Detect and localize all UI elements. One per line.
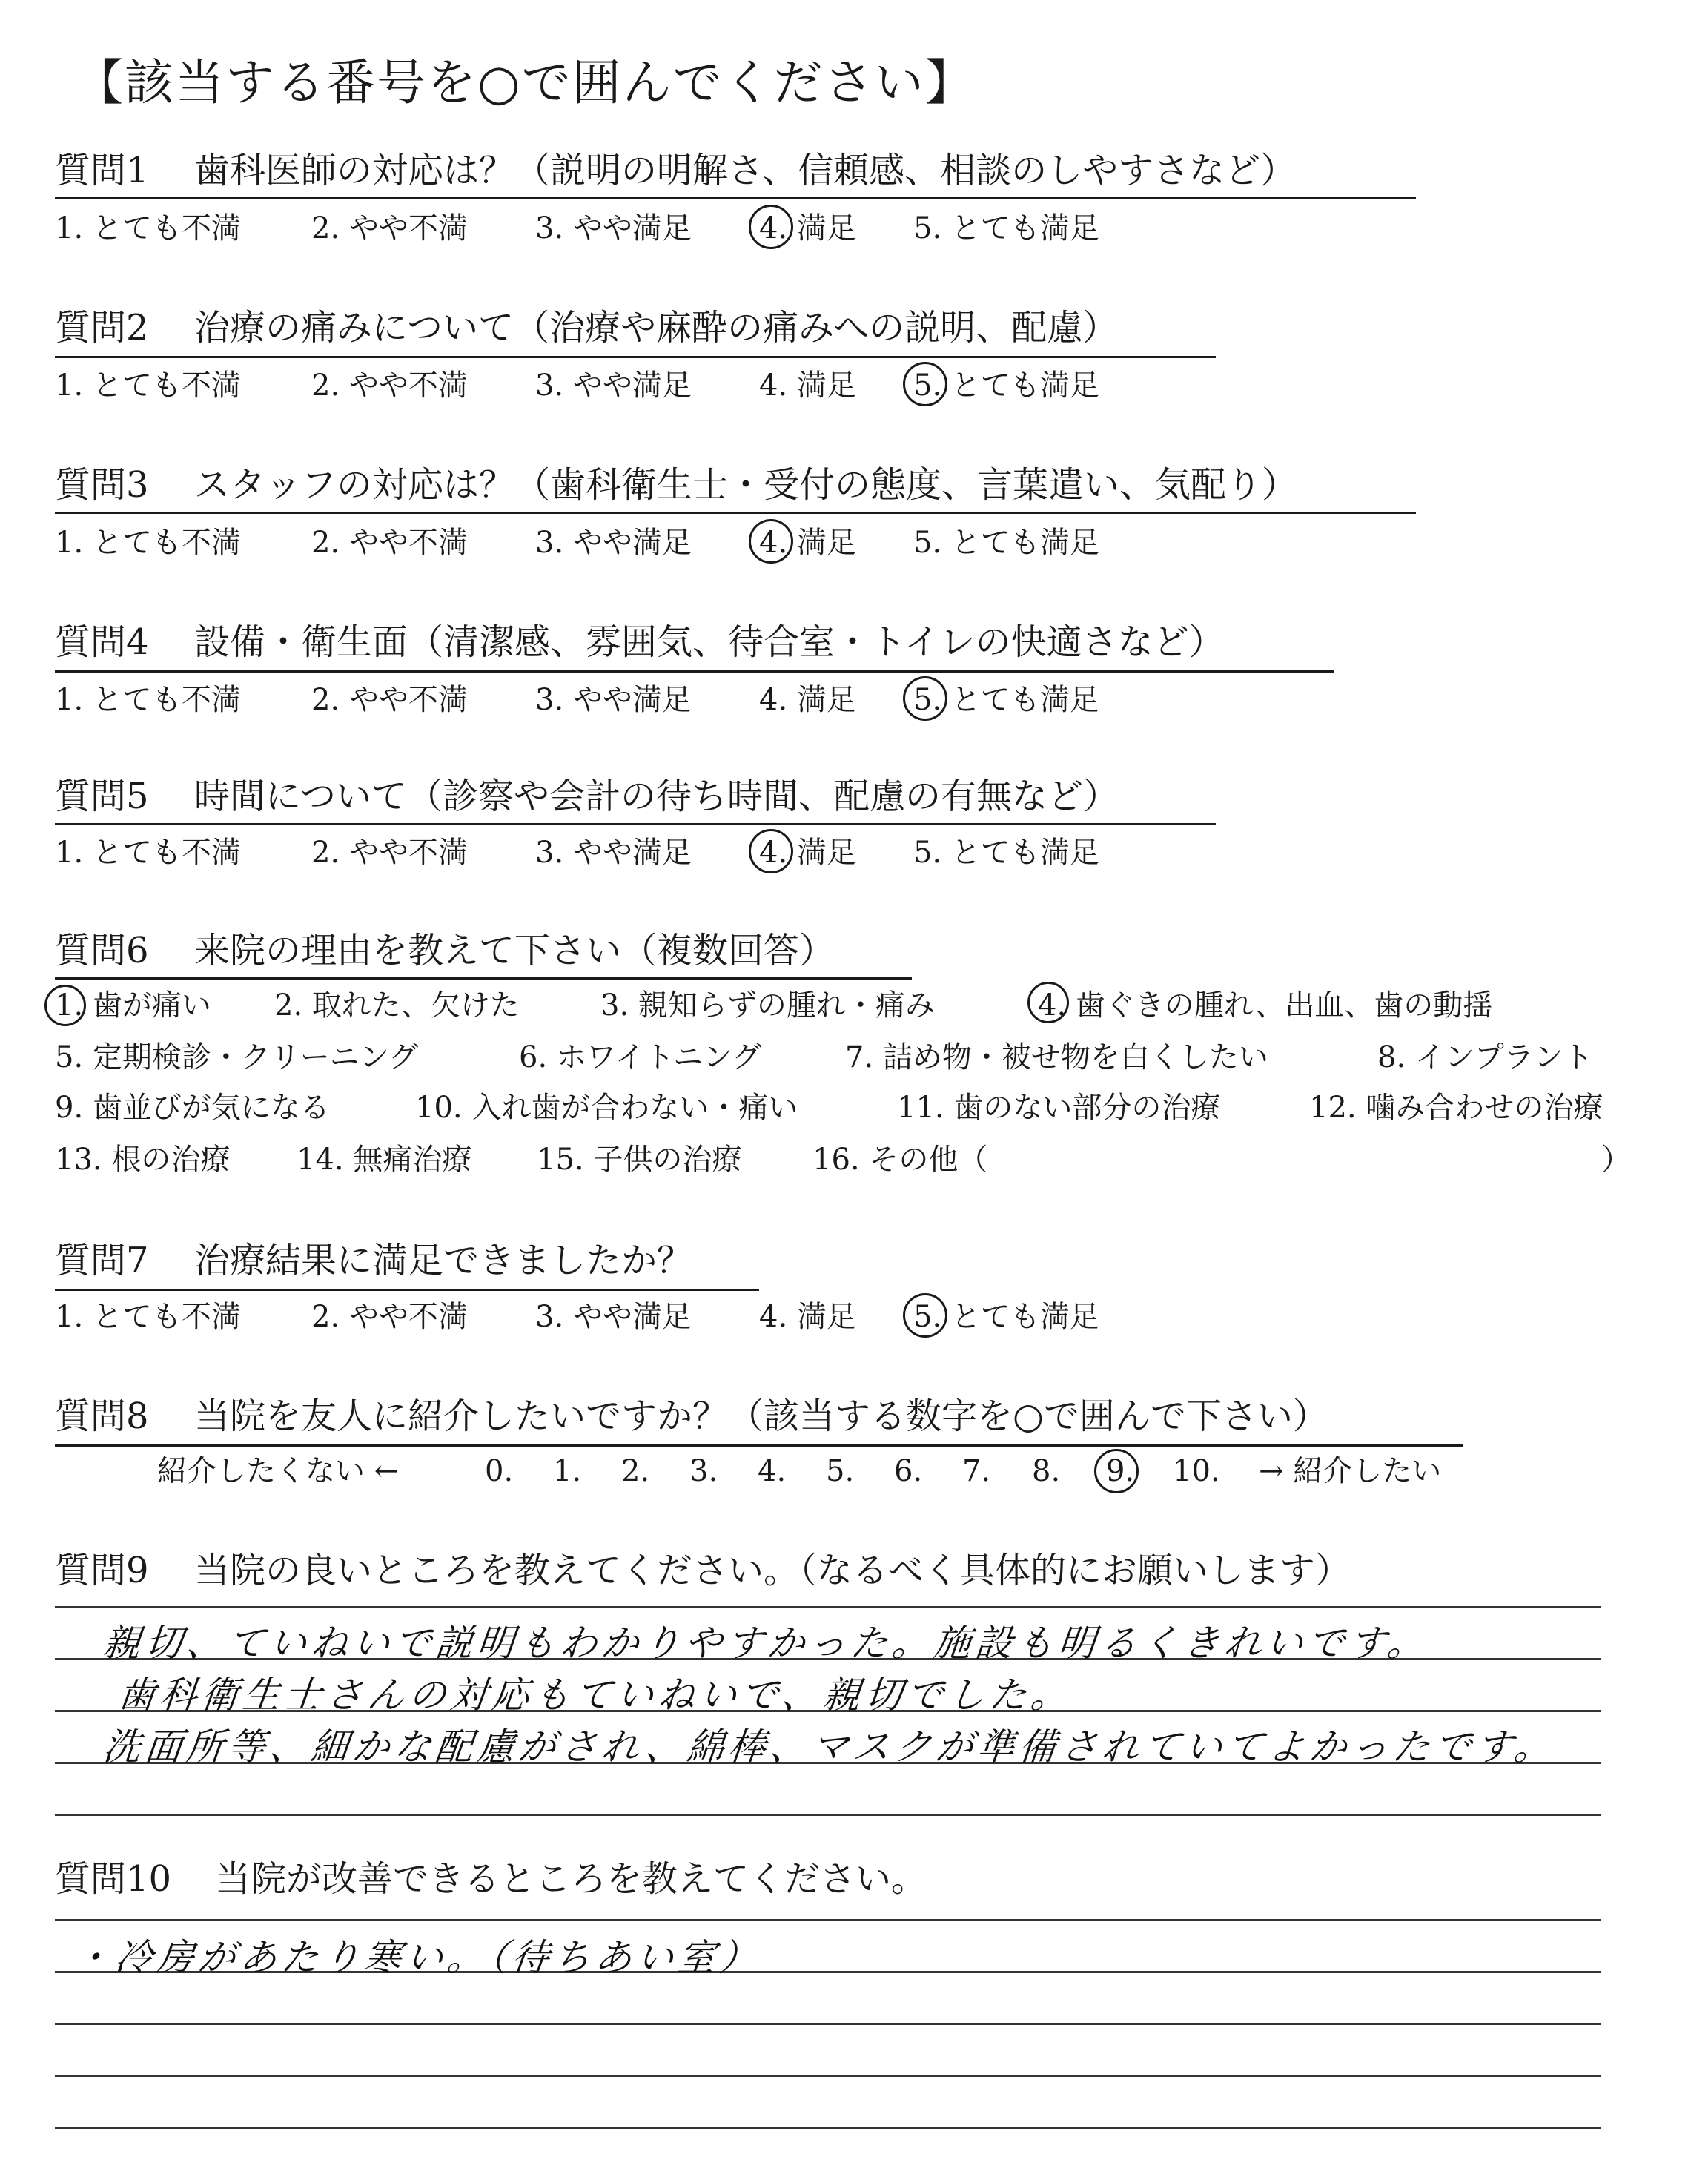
reason-option-4[interactable]: 4. 歯ぐきの腫れ、出血、歯の動揺 [1038,988,1493,1023]
option-1[interactable]: 1. とても不満 [55,369,241,403]
question-7-number: 質問7 [55,1240,149,1281]
option-3[interactable]: 3. やや満足 [535,836,692,870]
reason-option-12[interactable]: 12. 噛み合わせの治療 [1309,1091,1603,1125]
question-3-number: 質問3 [55,464,149,506]
question-1-number: 質問1 [55,150,149,191]
question-8-underline [55,1444,1463,1447]
scale-5[interactable]: 5. [826,1454,855,1488]
q9-handwritten-line-2: 歯科衛生士さんの対応もていねいで、親切でした。 [116,1674,1075,1717]
answer-circle [749,519,793,564]
question-4-underline [55,670,1334,673]
answer-circle [749,205,793,249]
scale-right-label: → 紹介したい [1259,1454,1442,1488]
question-10-text: 当院が改善できるところを教えてください。 [215,1858,927,1900]
option-3[interactable]: 3. やや満足 [535,211,692,245]
scale-3[interactable]: 3. [689,1454,718,1488]
option-1[interactable]: 1. とても不満 [55,526,241,560]
reason-option-9[interactable]: 9. 歯並びが気になる [55,1091,330,1125]
scale-2[interactable]: 2. [621,1454,650,1488]
option-3[interactable]: 3. やや満足 [535,369,692,403]
option-2[interactable]: 2. やや不満 [311,369,468,403]
option-5[interactable]: 5. とても満足 [913,369,1099,403]
option-5[interactable]: 5. とても満足 [913,526,1099,560]
scale-9[interactable]: 9. [1106,1454,1135,1488]
option-1[interactable]: 1. とても不満 [55,211,241,245]
option-4[interactable]: 4. 満足 [759,1300,856,1334]
option-2[interactable]: 2. やや不満 [311,211,468,245]
answer-rule [55,1919,1601,1921]
other-close-paren: ） [1601,1143,1631,1177]
option-4[interactable]: 4. 満足 [759,211,856,245]
question-2-number: 質問2 [55,307,149,349]
q9-handwritten-line-1: 親切、ていねいで説明もわかりやすかった。施設も明るくきれいです。 [101,1622,1431,1665]
answer-circle [903,676,947,721]
option-2[interactable]: 2. やや不満 [311,683,468,717]
question-5-number: 質問5 [55,776,149,817]
question-5-text: 時間について（診察や会計の待ち時間、配慮の有無など） [194,776,1119,817]
option-1[interactable]: 1. とても不満 [55,683,241,717]
question-10-number: 質問10 [55,1858,172,1900]
question-6-number: 質問6 [55,930,149,971]
question-3-underline [55,512,1416,514]
question-6-text: 来院の理由を教えて下さい（複数回答） [194,930,835,971]
question-8-text: 当院を友人に紹介したいですか？（該当する数字を○で囲んで下さい） [194,1396,1328,1437]
answer-circle [903,362,947,406]
scale-8[interactable]: 8. [1032,1454,1061,1488]
question-9-text: 当院の良いところを教えてください。（なるべく具体的にお願いします） [194,1550,1351,1591]
question-6-underline [55,977,912,980]
scale-6[interactable]: 6. [894,1454,923,1488]
question-9-number: 質問9 [55,1550,149,1591]
scale-7[interactable]: 7. [962,1454,991,1488]
option-4[interactable]: 4. 満足 [759,526,856,560]
question-3-text: スタッフの対応は？（歯科衛生士・受付の態度、言葉遣い、気配り） [194,464,1298,506]
q10-handwritten-line-1: ・冷房があたり寒い。（待ちあい室） [71,1936,764,1979]
answer-circle [44,985,86,1026]
option-5[interactable]: 5. とても満足 [913,836,1099,870]
scale-left-label: 紹介したくない ← [157,1454,400,1488]
option-3[interactable]: 3. やや満足 [535,683,692,717]
answer-circle [903,1293,947,1338]
question-8-number: 質問8 [55,1396,149,1437]
option-5[interactable]: 5. とても満足 [913,1300,1099,1334]
option-2[interactable]: 2. やや不満 [311,526,468,560]
option-2[interactable]: 2. やや不満 [311,1300,468,1334]
answer-rule [55,1606,1601,1608]
answer-circle [749,829,793,873]
answer-rule [55,2023,1601,2025]
question-1-underline [55,197,1416,199]
scale-1[interactable]: 1. [553,1454,582,1488]
question-2-underline [55,356,1216,358]
question-5-underline [55,823,1216,825]
option-3[interactable]: 3. やや満足 [535,526,692,560]
question-7-text: 治療結果に満足できましたか？ [194,1240,693,1281]
option-2[interactable]: 2. やや不満 [311,836,468,870]
reason-option-3[interactable]: 3. 親知らずの腫れ・痛み [600,988,935,1023]
reason-option-5[interactable]: 5. 定期検診・クリーニング [55,1040,419,1074]
reason-option-1[interactable]: 1. 歯が痛い [55,988,211,1023]
reason-option-11[interactable]: 11. 歯のない部分の治療 [897,1091,1221,1125]
reason-option-2[interactable]: 2. 取れた、欠けた [274,988,520,1023]
answer-rule [55,2127,1601,2129]
scale-4[interactable]: 4. [758,1454,787,1488]
reason-option-15[interactable]: 15. 子供の治療 [537,1143,742,1177]
answer-rule [55,2075,1601,2077]
option-3[interactable]: 3. やや満足 [535,1300,692,1334]
scale-10[interactable]: 10. [1173,1454,1220,1488]
reason-option-6[interactable]: 6. ホワイトニング [519,1040,762,1074]
option-4[interactable]: 4. 満足 [759,683,856,717]
option-1[interactable]: 1. とても不満 [55,1300,241,1334]
question-1-text: 歯科医師の対応は？（説明の明解さ、信頼感、相談のしやすさなど） [194,150,1297,191]
option-1[interactable]: 1. とても不満 [55,836,241,870]
reason-option-13[interactable]: 13. 根の治療 [55,1143,231,1177]
question-2-text: 治療の痛みについて（治療や麻酔の痛みへの説明、配慮） [194,307,1119,349]
option-4[interactable]: 4. 満足 [759,836,856,870]
page-title: 【該当する番号を○で囲んでください】 [74,54,976,111]
question-7-underline [55,1289,759,1291]
answer-circle [1027,982,1069,1023]
option-5[interactable]: 5. とても満足 [913,211,1099,245]
reason-option-16[interactable]: 16. その他（ [812,1143,988,1177]
question-4-text: 設備・衛生面（清潔感、雰囲気、待合室・トイレの快適さなど） [194,621,1225,663]
reason-option-8[interactable]: 8. インプラント [1377,1040,1593,1074]
answer-rule [55,1814,1601,1816]
option-4[interactable]: 4. 満足 [759,369,856,403]
reason-option-7[interactable]: 7. 詰め物・被せ物を白くしたい [845,1040,1268,1074]
reason-option-10[interactable]: 10. 入れ歯が合わない・痛い [415,1091,798,1125]
scale-0[interactable]: 0. [485,1454,514,1488]
answer-circle [1094,1449,1139,1493]
question-4-number: 質問4 [55,621,149,663]
reason-option-14[interactable]: 14. 無痛治療 [297,1143,472,1177]
q9-handwritten-line-3: 洗面所等、細かな配慮がされ、綿棒、マスクが準備されていてよかったです。 [101,1725,1558,1768]
option-5[interactable]: 5. とても満足 [913,683,1099,717]
